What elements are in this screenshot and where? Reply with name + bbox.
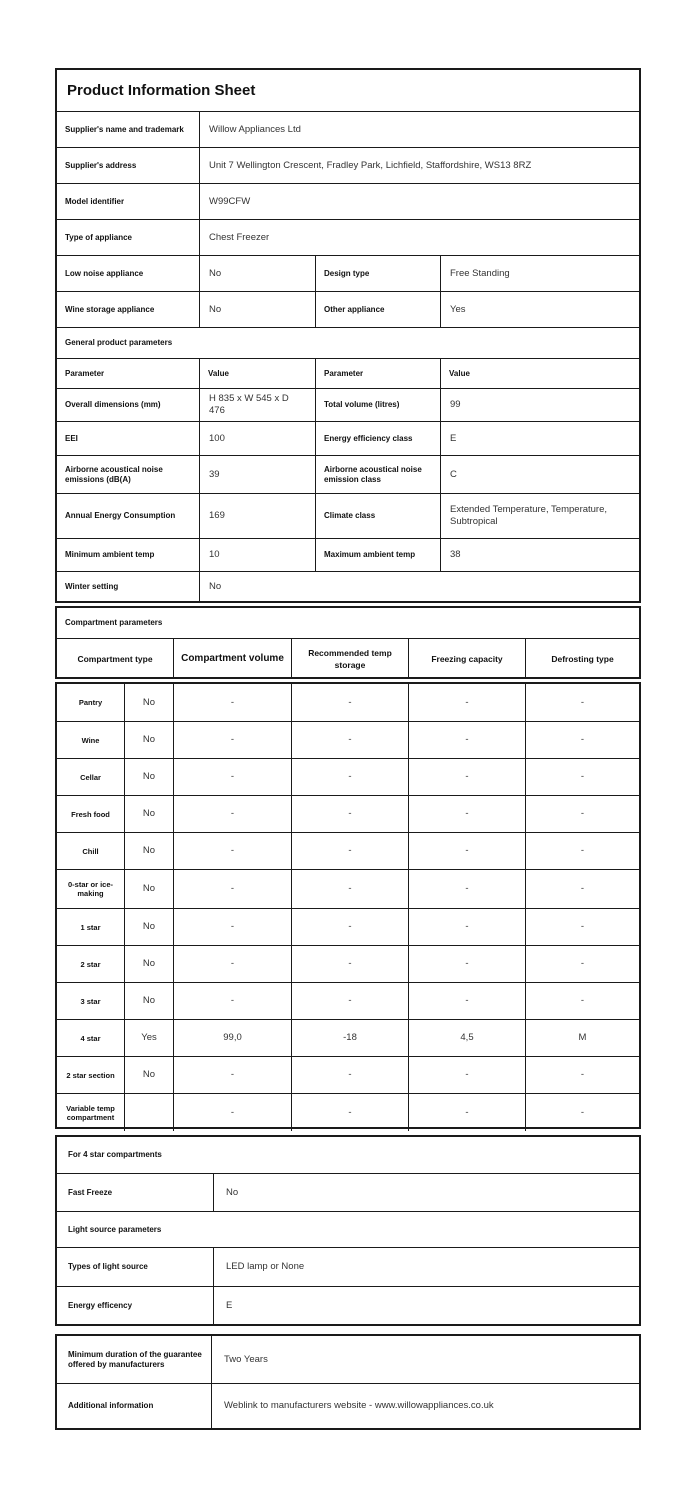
compartment-defrost: - [525,833,639,869]
compartment-freezing: - [408,722,525,758]
guarantee-label: Minimum duration of the guarantee offered by manufacturers [68,1349,202,1369]
compartment-present: No [124,870,173,908]
additional-info-row [57,1383,639,1428]
compartment-volume: - [173,796,291,832]
col-value-1: Value [199,359,315,388]
wine-storage-row [57,291,639,327]
light-type-label: Types of light source [68,1262,148,1271]
supplier-address-label: Supplier's address [65,160,137,170]
compartment-defrost: - [525,909,639,945]
compartment-volume: - [173,833,291,869]
fast-freeze-value: No [213,1174,639,1211]
compartment-row [57,795,639,832]
compartment-freezing: - [408,796,525,832]
compartment-defrost: - [525,684,639,721]
param-value: 10 [199,539,315,571]
type-value: Chest Freezer [199,220,639,255]
compartment-volume: - [173,1094,291,1131]
compartment-name: 0-star or ice-making [67,880,114,898]
compartment-name: Variable temp compartment [66,1103,115,1122]
compartment-present: No [124,1057,173,1093]
design-type-value: Free Standing [440,256,639,291]
supplier-address-row [57,147,639,183]
model-label: Model identifier [65,196,125,206]
compartment-section-row [57,608,639,638]
params-header-row [57,358,639,388]
compartment-freezing: - [408,909,525,945]
params-section-label: General product parameters [65,338,173,347]
compartment-row [57,1019,639,1056]
light-energy-row [57,1286,639,1324]
param-label: Airborne acoustical noise emission class [315,456,440,493]
compartment-temp: - [291,833,408,869]
wine-storage-label: Wine storage appliance [65,304,155,314]
compartment-temp: - [291,1057,408,1093]
compartment-defrost: - [525,796,639,832]
compartment-volume: 99,0 [173,1020,291,1056]
other-appliance-value: Yes [440,292,639,327]
compartment-defrost: - [525,759,639,795]
compartment-freezing: - [408,1094,525,1131]
param-value: C [440,456,639,493]
compartment-temp: - [291,759,408,795]
additional-info-value: Weblink to manufacturers website - www.willowappliances.co.uk [211,1384,639,1428]
compartment-name: Cellar [80,772,101,782]
col-parameter-2: Parameter [315,359,440,388]
model-value: W99CFW [199,184,639,219]
fast-freeze-label: Fast Freeze [68,1187,113,1197]
compartment-present: No [124,909,173,945]
compartment-defrost: - [525,1094,639,1131]
param-value: E [440,422,639,455]
compartment-row [57,908,639,945]
compartment-temp: - [291,796,408,832]
type-row [57,219,639,255]
compartment-name: Chill [82,846,99,856]
compartment-row [57,832,639,869]
compartment-defrost: M [525,1020,639,1056]
supplier-name-label: Supplier's name and trademark [65,124,184,134]
param-row [57,493,639,538]
param-value: 38 [440,539,639,571]
compartment-row [57,684,639,721]
supplier-name-row [57,111,639,147]
low-noise-row [57,255,639,291]
compartment-freezing: - [408,983,525,1019]
compartment-temp: - [291,722,408,758]
compartment-present: No [124,983,173,1019]
page-title: Product Information Sheet [67,81,256,99]
compartment-freezing: - [408,946,525,982]
light-energy-label: Energy efficency [68,1300,133,1310]
other-appliance-label: Other appliance [315,292,440,327]
low-noise-label: Low noise appliance [65,268,144,278]
compartment-volume: - [173,909,291,945]
title-row [57,70,639,111]
low-noise-value: No [199,256,315,291]
compartment-row [57,945,639,982]
compartment-freezing: - [408,759,525,795]
compartment-header-row [57,638,639,679]
compartment-volume: - [173,759,291,795]
supplier-address-value: Unit 7 Wellington Crescent, Fradley Park, Lichfield, Staffordshire, WS13 8RZ [199,148,639,183]
compartment-temp: - [291,684,408,721]
general-info-table [55,68,641,603]
guarantee-value: Two Years [211,1336,639,1383]
four-star-section-row [57,1137,639,1173]
param-label: Annual Energy Consumption [65,511,176,520]
compartment-freezing: - [408,1057,525,1093]
guarantee-row [57,1336,639,1383]
param-value: H 835 x W 545 x D 476 [199,389,315,421]
compartment-row [57,1093,639,1131]
wine-storage-value: No [199,292,315,327]
compartment-volume: - [173,870,291,908]
compartment-name: Pantry [78,698,103,707]
compartment-row [57,869,639,908]
param-label: Minimum ambient temp [65,550,155,559]
compartment-defrost: - [525,983,639,1019]
light-type-value: LED lamp or None [213,1248,639,1286]
compartment-present [124,1094,173,1131]
compartment-name: 1 star [80,922,101,932]
param-label: Energy efficiency class [315,422,440,455]
param-row [57,421,639,455]
compartment-row [57,1056,639,1093]
compartment-temp: - [291,1094,408,1131]
winter-row [57,571,639,602]
compartment-present: No [124,759,173,795]
compartment-row [57,758,639,795]
compartment-name: 4 star [80,1033,101,1043]
compartment-volume: - [173,684,291,721]
compartment-freezing: 4,5 [408,1020,525,1056]
param-label: Maximum ambient temp [315,539,440,571]
light-type-row [57,1247,639,1286]
fast-freeze-row [57,1173,639,1211]
light-section-label: Light source parameters [68,1224,162,1234]
param-label: Overall dimensions (mm) [65,400,161,409]
param-row [57,388,639,421]
compartment-defrost: - [525,1057,639,1093]
col-defrosting-type: Defrosting type [525,639,639,679]
compartment-present: No [124,684,173,721]
compartment-name: 2 star section [66,1070,115,1080]
param-label: Airborne acoustical noise emissions (dB(A) [65,464,163,484]
compartment-name: Fresh food [71,809,110,819]
compartment-defrost: - [525,722,639,758]
compartment-present: No [124,722,173,758]
param-row [57,455,639,493]
param-value: 39 [199,456,315,493]
compartment-freezing: - [408,870,525,908]
col-value-2: Value [440,359,639,388]
type-label: Type of appliance [65,232,132,242]
light-section-row [57,1211,639,1247]
compartment-row [57,721,639,758]
param-value: Extended Temperature, Temperature, Subtropical [440,494,639,538]
param-row [57,538,639,571]
compartment-row [57,982,639,1019]
compartment-volume: - [173,722,291,758]
compartment-name: 3 star [80,996,101,1006]
winter-value: No [199,572,639,602]
compartment-defrost: - [525,870,639,908]
param-value: 169 [199,494,315,538]
compartment-volume: - [173,983,291,1019]
guarantee-table [55,1334,641,1430]
model-row [57,183,639,219]
compartment-present: No [124,946,173,982]
light-energy-value: E [213,1287,639,1324]
compartment-section-label: Compartment parameters [65,618,163,627]
col-compartment-volume: Compartment volume [173,639,291,679]
compartment-present: No [124,796,173,832]
compartment-table [55,682,641,1129]
col-compartment-type: Compartment type [77,654,153,664]
compartment-present: No [124,833,173,869]
winter-label: Winter setting [65,582,119,591]
param-label: EEI [65,433,78,443]
compartment-temp: -18 [291,1020,408,1056]
compartment-name: Wine [81,735,100,745]
four-star-table [55,1135,641,1326]
compartment-volume: - [173,946,291,982]
compartment-volume: - [173,1057,291,1093]
four-star-section-label: For 4 star compartments [68,1150,162,1159]
col-freezing-capacity: Freezing capacity [408,639,525,679]
compartment-defrost: - [525,946,639,982]
compartment-temp: - [291,870,408,908]
compartment-temp: - [291,946,408,982]
compartment-freezing: - [408,833,525,869]
supplier-name-value: Willow Appliances Ltd [199,112,639,147]
compartment-name: 2 star [80,959,101,969]
param-value: 100 [199,422,315,455]
col-parameter-1: Parameter [65,368,105,378]
design-type-label: Design type [315,256,440,291]
compartment-temp: - [291,983,408,1019]
param-label: Climate class [315,494,440,538]
compartment-present: Yes [124,1020,173,1056]
compartment-temp: - [291,909,408,945]
additional-info-label: Additional information [68,1401,154,1410]
compartment-header-table [55,606,641,679]
params-section-row [57,327,639,358]
compartment-freezing: - [408,684,525,721]
param-label: Total volume (litres) [315,389,440,421]
param-value: 99 [440,389,639,421]
col-recommended-temp: Recommended temp storage [291,639,408,679]
